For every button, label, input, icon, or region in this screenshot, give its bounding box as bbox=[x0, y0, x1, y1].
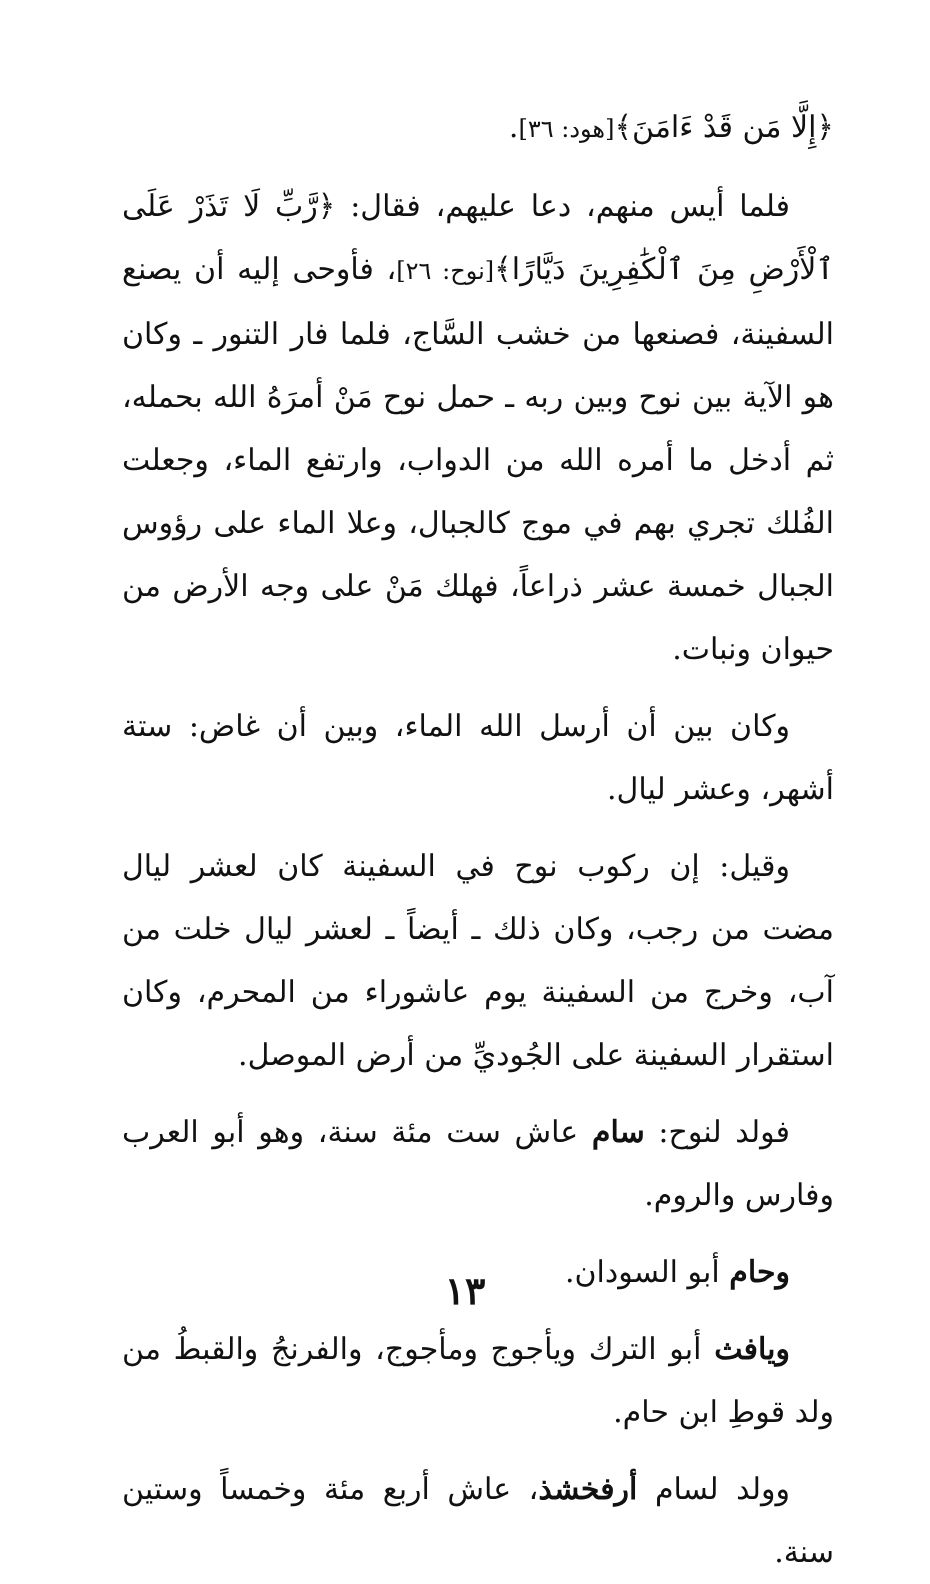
text-run: فلما أيس منهم، دعا عليهم، فقال: bbox=[335, 189, 790, 224]
text-run: وكان بين أن أرسل الله الماء، وبين أن غاض: ستة أشهر، وعشر ليال. bbox=[122, 709, 834, 807]
verse-reference: [نوح: ٢٦] bbox=[396, 257, 495, 285]
paragraph bbox=[122, 835, 834, 1087]
text-run: أبو الترك ويأجوج ومأجوج، والفرنجُ والقبطُ من ولد قوطِ ابن حام. bbox=[122, 1332, 834, 1430]
paragraph bbox=[122, 1458, 834, 1584]
bold-name: وحام bbox=[729, 1255, 790, 1290]
text-run: وولد لسام bbox=[637, 1472, 790, 1507]
text-run: فولد لنوح: bbox=[644, 1115, 790, 1150]
quran-verse: ﴿رَّبِّ لَا تَذَرْ عَلَى ٱلْأَرْضِ مِنَ ٱلْكَٰفِرِينَ دَيَّارًا﴾ bbox=[122, 189, 834, 287]
text-run: . bbox=[508, 110, 519, 145]
paragraph bbox=[122, 96, 834, 161]
paragraph bbox=[122, 1318, 834, 1444]
paragraph bbox=[122, 175, 834, 681]
verse-reference: [هود: ٣٦] bbox=[518, 115, 615, 143]
page-text bbox=[122, 96, 834, 1584]
quran-verse: ﴿إِلَّا مَن قَدْ ءَامَنَ﴾ bbox=[614, 110, 834, 145]
bold-name: ويافث bbox=[714, 1332, 790, 1367]
paragraph bbox=[122, 695, 834, 821]
text-run: عاش ست مئة سنة، وهو أبو العرب وفارس والروم. bbox=[122, 1115, 834, 1213]
paragraph bbox=[122, 1101, 834, 1227]
text-run: ، عاش أربع مئة وخمساً وستين سنة. bbox=[122, 1472, 834, 1570]
bold-name: أرفخشذ bbox=[538, 1472, 638, 1507]
text-run: أبو السودان. bbox=[564, 1255, 730, 1290]
text-run: ، فأوحى إليه أن يصنع السفينة، فصنعها من خشب السَّاج، فلما فار التنور ـ وكان هو الآية بين نوح وبين ربه ـ حمل نوح مَنْ أمرَهُ الله بحمله، ثم أدخل ما أمره الله من الدواب، وارتفع الماء، وجعلت الفُلك تجري بهم في موج كالجبال، وعلا الماء على رؤوس الجبال خمسة عشر ذراعاً، فهلك مَنْ على وجه الأرض من حيوان ونبات. bbox=[122, 252, 835, 667]
page-number: ١٣ bbox=[444, 1268, 486, 1313]
bold-name: سام bbox=[591, 1115, 645, 1150]
text-run: وقيل: إن ركوب نوح في السفينة كان لعشر ليال مضت من رجب، وكان ذلك ـ أيضاً ـ لعشر ليال خلت من آب، وخرج من السفينة يوم عاشوراء من المحرم، وكان استقرار السفينة على الجُوديِّ من أرض الموصل. bbox=[122, 849, 834, 1073]
